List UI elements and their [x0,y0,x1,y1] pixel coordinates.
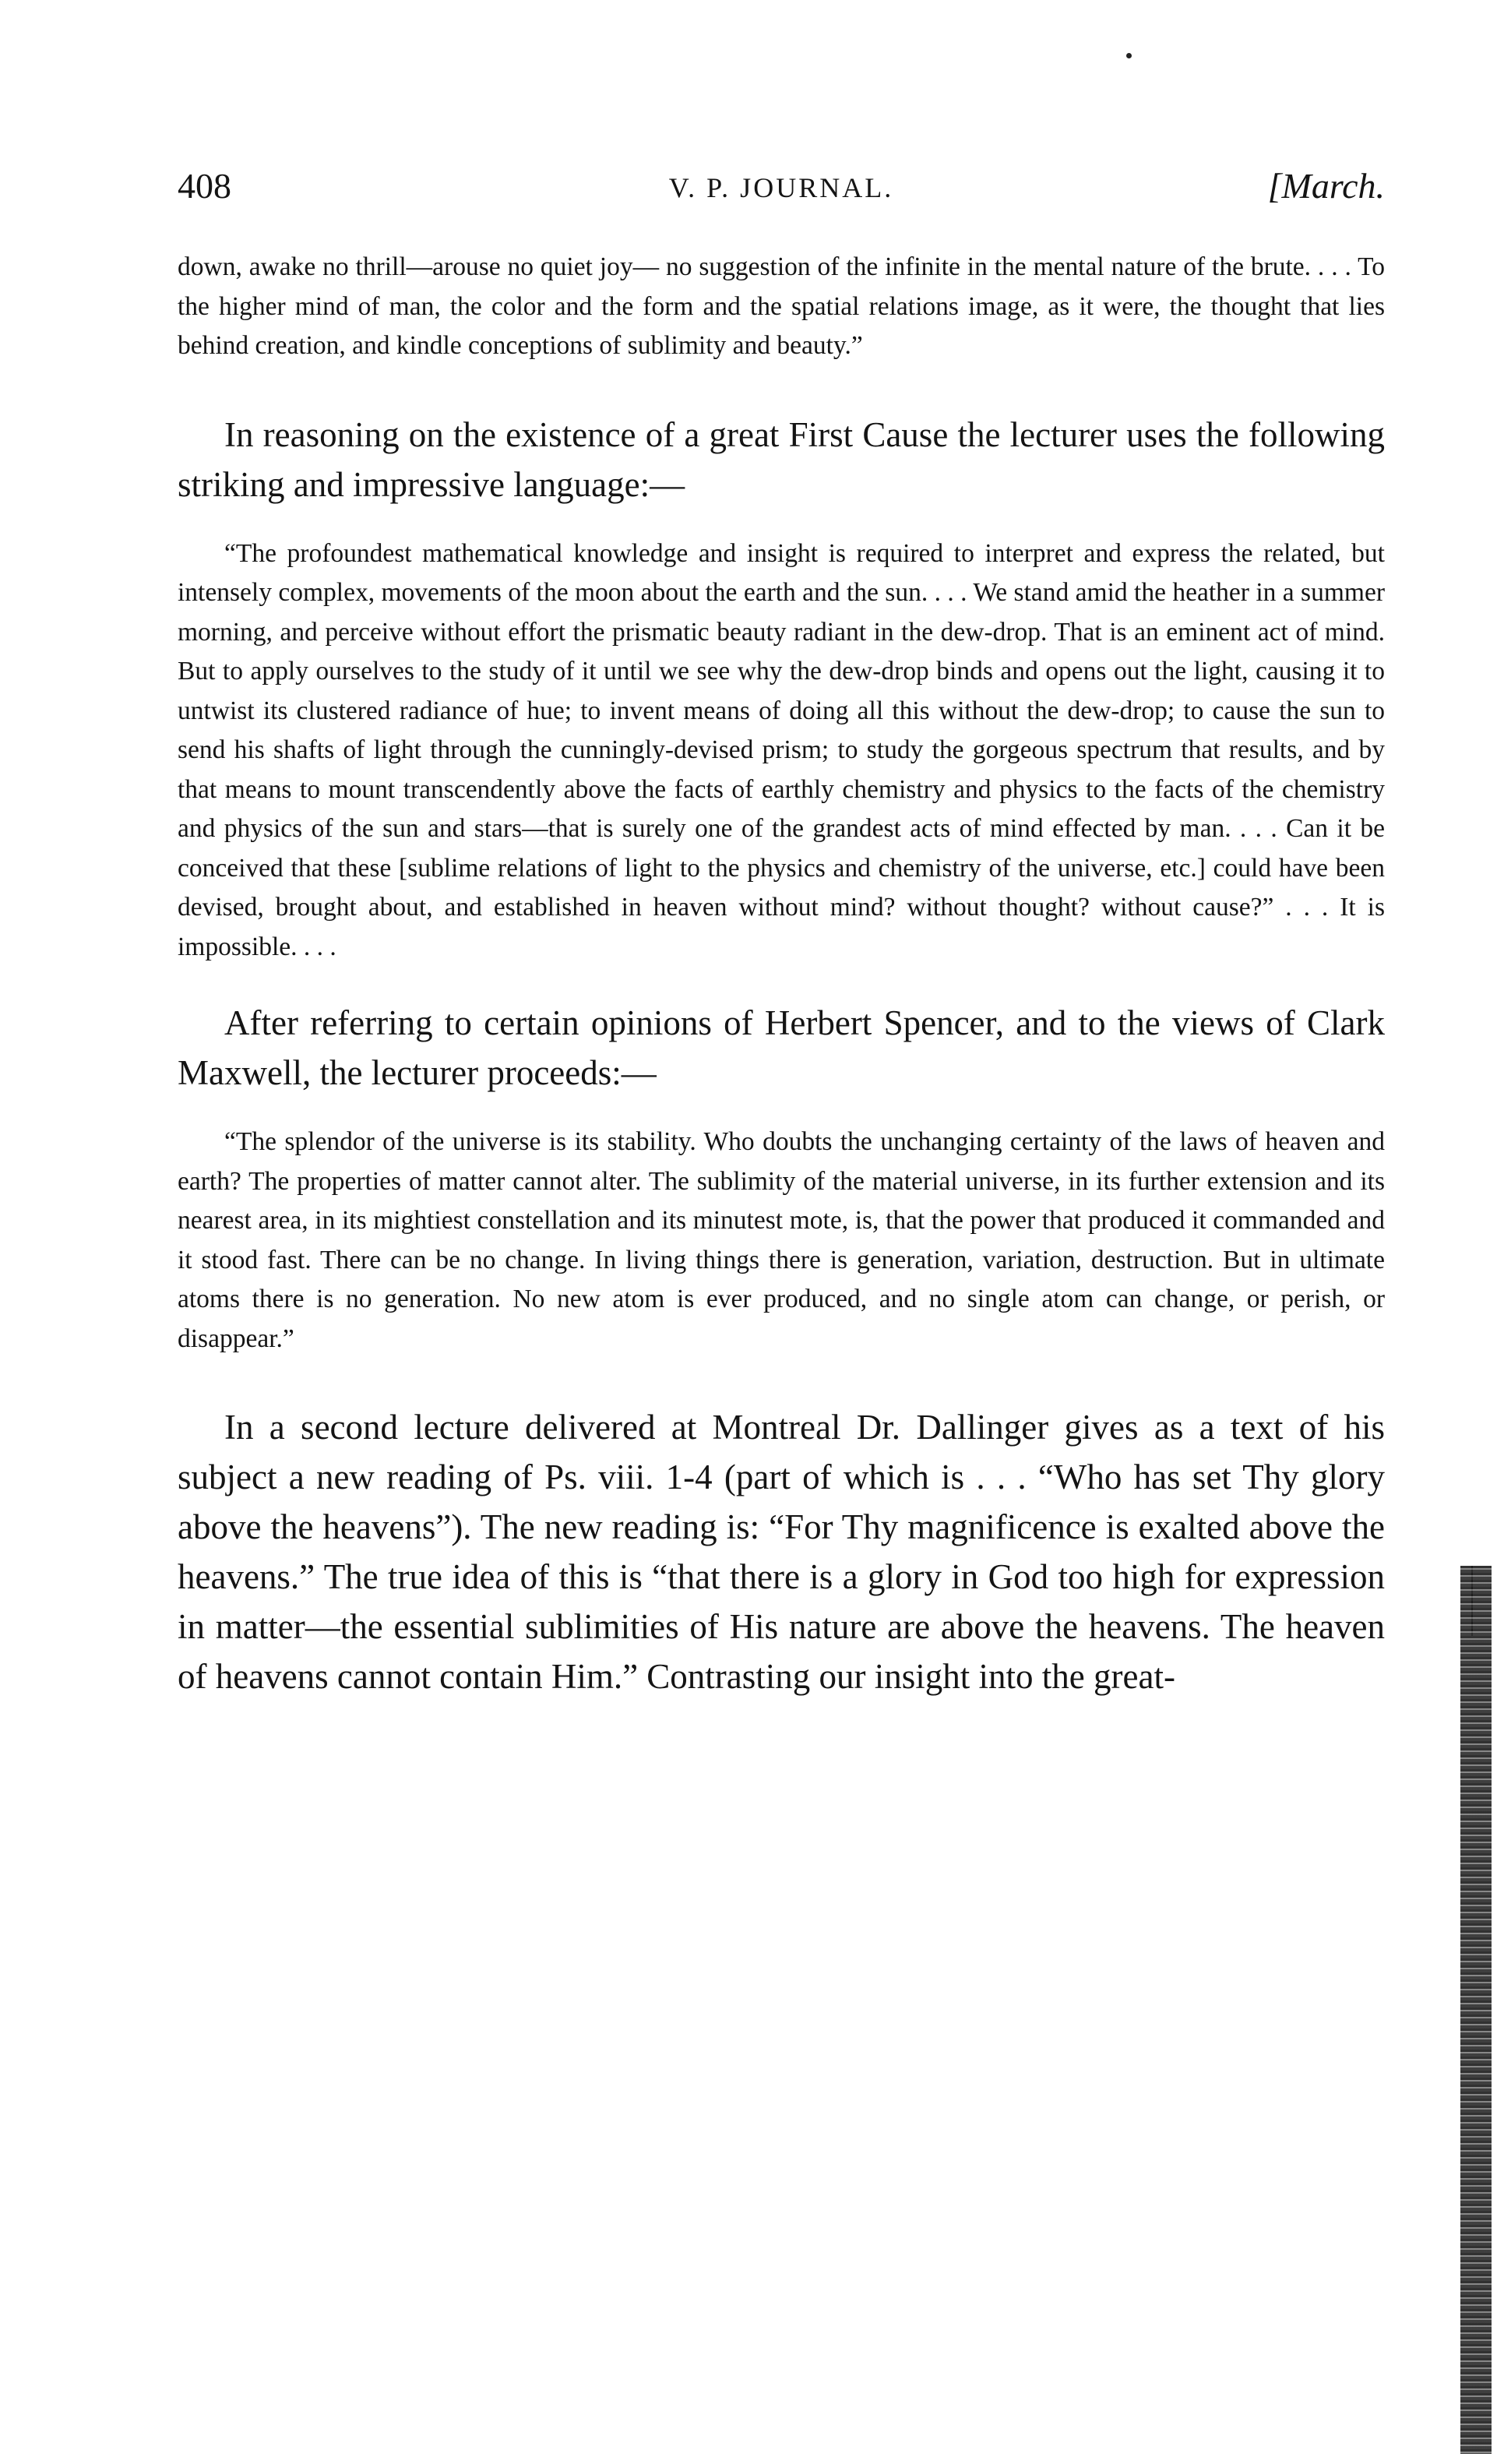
ink-dot [1126,53,1132,58]
page-number: 408 [178,166,231,206]
running-title: V. P. JOURNAL. [668,172,894,203]
body-paragraph-first-cause: In reasoning on the existence of a great First Cause the lecturer uses the following striking and impressive language:— [178,414,1385,504]
quote-splendor-universe: “The splendor of the universe is its stability. Who doubts the unchanging certainty of the laws of heaven and earth? The properties of matter cannot alter. The sublimity of the material universe, in its further extension and its nearest area, in its mightiest constellation and its minutest mote, is, that the power that produced it commanded and it stood fast. There can be no change. In living things there is generation, variation, destruction. But in ultimate atoms there is no generation. No new atom is ever produced, and no single atom can change, or perish, or disappear.” [178,1127,1385,1353]
running-month: [March. [1267,166,1385,206]
page-header [178,165,1385,220]
body-paragraph-spencer-maxwell: After referring to certain opinions of Herbert Spencer, and to the views of Clark Maxwell, the lecturer proceeds:— [178,1003,1385,1092]
body-paragraph-second-lecture: In a second lecture delivered at Montreal Dr. Dallinger gives as a text of his subject a new reading of Ps. viii. 1-4 (part of which is . . . “Who has set Thy glory above the heavens”). The new reading is: “For Thy magnificence is exalted above the heavens.” The true idea of this is “that there is a glory in God too high for expression in matter—the essential sublimities of His nature are above the heavens. The heaven of heavens cannot contain Him.” Contrasting our insight into the great- [178,1408,1385,1696]
page-body [178,248,1385,1701]
quote-mathematical-knowledge: “The profoundest mathematical knowledge and insight is required to interpret and express the related, but intensely complex, movements of the moon about the earth and the sun. . . . We stand amid the heather in a summer morning, and perceive without effort the prismatic beauty radiant in the dew-drop. That is an eminent act of mind. But to apply ourselves to the study of it until we see why the dew-drop binds and opens out the light, causing it to untwist its clustered radiance of hue; to invent means of doing all this without the dew-drop; to cause the sun to send his shafts of light through the cunningly-devised prism; to study the gorgeous spectrum that results, and by that means to mount transcendently above the facts of earthly chemistry and physics to the facts of the chemistry and physics of the sun and stars—that is surely one of the grandest acts of mind effected by man. . . . Can it be conceived that these [sublime relations of light to the physics and chemistry of the universe, etc.] could have been devised, brought about, and established in heaven without mind? without thought? without cause?” . . . It is impossible. . . . [178,538,1385,961]
quote-continuation: down, awake no thrill—arouse no quiet joy— no suggestion of the infinite in the mental nature of the brute. . . . To the higher mind of man, the color and the form and the spatial relations image, as it were, the thought that lies behind creation, and kindle conceptions of sublimity and beauty.” [178,252,1385,360]
scan-edge-strip [1460,1566,1492,2454]
